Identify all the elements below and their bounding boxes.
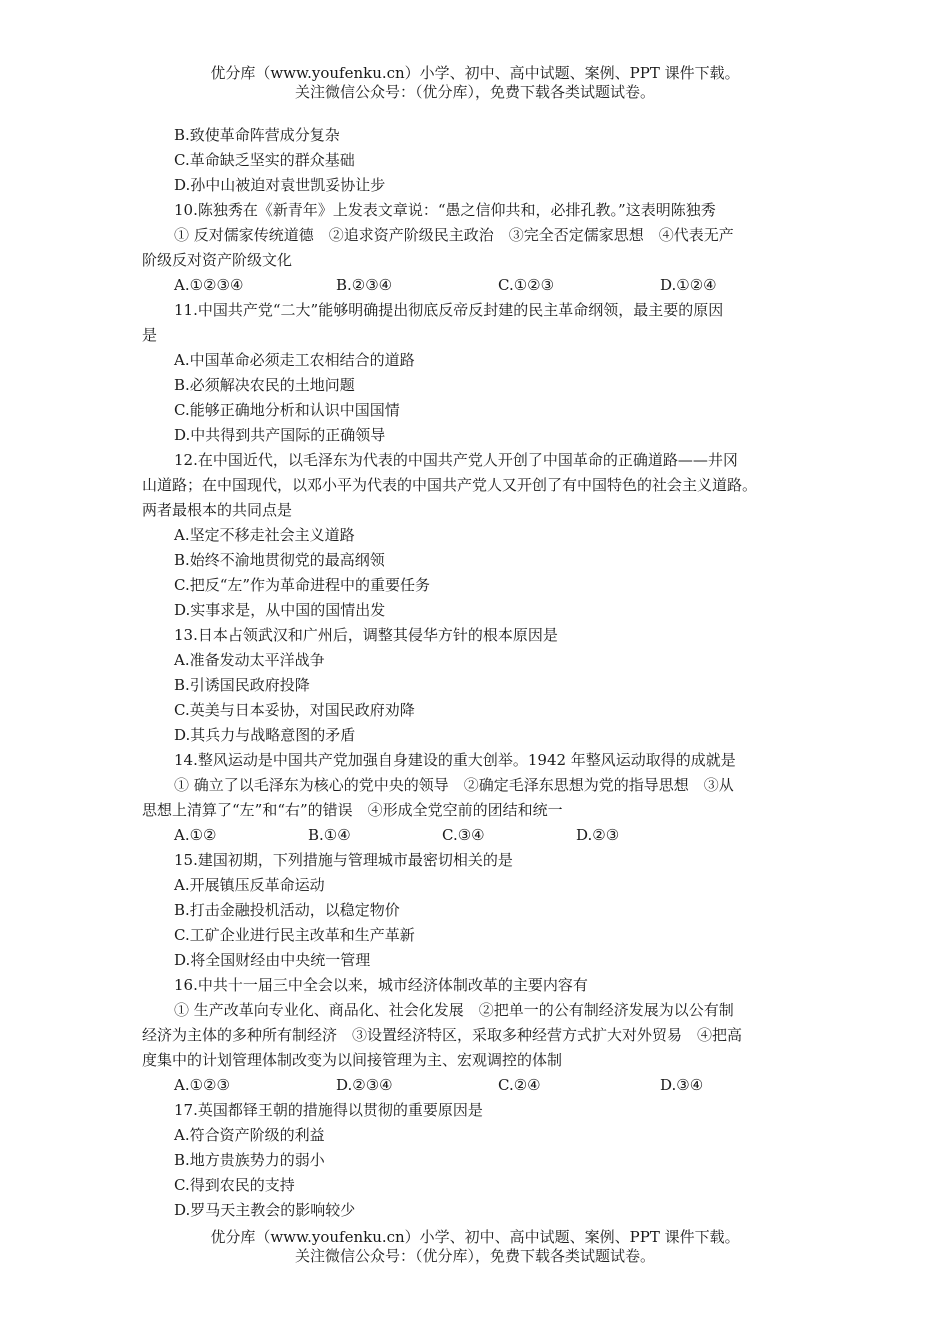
- q12-option-a: A.坚定不移走社会主义道路: [174, 526, 355, 544]
- q16-options: [142, 1073, 822, 1098]
- q10-option-a: A.①②③④: [174, 276, 244, 294]
- q10-items-line-1: ① 反对儒家传统道德 ②追求资产阶级民主政治 ③完全否定儒家思想 ④代表无产: [174, 226, 734, 244]
- q17-option-b: B.地方贵族势力的弱小: [174, 1151, 325, 1169]
- q15-option-c: C.工矿企业进行民主改革和生产革新: [174, 926, 415, 944]
- q12-option-c: C.把反“左”作为革命进程中的重要任务: [174, 576, 431, 594]
- q12-stem-line-2: 山道路；在中国现代，以邓小平为代表的中国共产党人又开创了有中国特色的社会主义道路。: [142, 476, 758, 494]
- q17-option-d: D.罗马天主教会的影响较少: [174, 1201, 356, 1219]
- q10-items-line-2: 阶级反对资产阶级文化: [142, 251, 293, 269]
- q14-items-line-1: ① 确立了以毛泽东为核心的党中央的领导 ②确定毛泽东思想为党的指导思想 ③从: [174, 776, 734, 794]
- q17-option-a: A.符合资产阶级的利益: [174, 1126, 325, 1144]
- q13-option-b: B.引诱国民政府投降: [174, 676, 310, 694]
- q15-option-a: A.开展镇压反革命运动: [174, 876, 325, 894]
- q11-option-d: D.中共得到共产国际的正确领导: [174, 426, 386, 444]
- footer-line-2: 关注微信公众号：（优分库），免费下载各类试题试卷。: [294, 1247, 655, 1265]
- q14-option-c: C.③④: [442, 826, 485, 844]
- q16-stem: 16.中共十一届三中全会以来，城市经济体制改革的主要内容有: [174, 976, 588, 994]
- q16-items-line-1: ① 生产改革向专业化、商品化、社会化发展 ②把单一的公有制经济发展为以公有制: [174, 1001, 734, 1019]
- q16-option-d: D.③④: [660, 1076, 704, 1094]
- q15-option-d: D.将全国财经由中央统一管理: [174, 951, 371, 969]
- q17-option-c: C.得到农民的支持: [174, 1176, 295, 1194]
- q15-stem: 15.建国初期，下列措施与管理城市最密切相关的是: [174, 851, 513, 869]
- q16-option-b: D.②③④: [336, 1076, 393, 1094]
- q16-items-line-3: 度集中的计划管理体制改变为以间接管理为主、宏观调控的体制: [142, 1051, 563, 1069]
- q10-stem: 10.陈独秀在《新青年》上发表文章说：“愚之信仰共和，必排孔教。”这表明陈独秀: [174, 201, 716, 219]
- q9-option-b: B.致使革命阵营成分复杂: [174, 126, 340, 144]
- page-footer: [0, 1228, 950, 1266]
- q15-option-b: B.打击金融投机活动，以稳定物价: [174, 901, 400, 919]
- q13-stem: 13.日本占领武汉和广州后，调整其侵华方针的根本原因是: [174, 626, 558, 644]
- q12-stem-line-1: 12.在中国近代，以毛泽东为代表的中国共产党人开创了中国革命的正确道路——井冈: [174, 451, 738, 469]
- q10-option-d: D.①②④: [660, 276, 717, 294]
- q16-option-a: A.①②③: [174, 1076, 230, 1094]
- q14-option-a: A.①②: [174, 826, 217, 844]
- q9-option-d: D.孙中山被迫对袁世凯妥协让步: [174, 176, 386, 194]
- q11-stem-line-2: 是: [142, 326, 158, 344]
- header-line-1: 优分库（www.youfenku.cn）小学、初中、高中试题、案例、PPT 课件下载。: [210, 64, 740, 82]
- q10-option-b: B.②③④: [336, 276, 393, 294]
- page-header: [0, 64, 950, 102]
- q12-stem-line-3: 两者最根本的共同点是: [142, 501, 293, 519]
- q14-option-b: B.①④: [308, 826, 351, 844]
- q11-option-b: B.必须解决农民的土地问题: [174, 376, 355, 394]
- q16-option-c: C.②④: [498, 1076, 541, 1094]
- q10-option-c: C.①②③: [498, 276, 555, 294]
- q10-options: [142, 273, 822, 298]
- q14-stem: 14.整风运动是中国共产党加强自身建设的重大创举。1942 年整风运动取得的成就是: [174, 751, 736, 769]
- q14-items-line-2: 思想上清算了“左”和“右”的错误 ④形成全党空前的团结和统一: [142, 801, 563, 819]
- q12-option-b: B.始终不渝地贯彻党的最高纲领: [174, 551, 385, 569]
- q13-option-c: C.英美与日本妥协，对国民政府劝降: [174, 701, 415, 719]
- q14-option-d: D.②③: [576, 826, 620, 844]
- footer-line-1: 优分库（www.youfenku.cn）小学、初中、高中试题、案例、PPT 课件下载。: [210, 1228, 740, 1246]
- q16-items-line-2: 经济为主体的多种所有制经济 ③设置经济特区，采取多种经营方式扩大对外贸易 ④把高: [142, 1026, 743, 1044]
- q11-stem-line-1: 11.中国共产党“二大”能够明确提出彻底反帝反封建的民主革命纲领，最主要的原因: [174, 301, 724, 319]
- exam-body: [142, 123, 822, 1223]
- q13-option-a: A.准备发动太平洋战争: [174, 651, 325, 669]
- q12-option-d: D.实事求是，从中国的国情出发: [174, 601, 386, 619]
- q11-option-a: A.中国革命必须走工农相结合的道路: [174, 351, 415, 369]
- q11-option-c: C.能够正确地分析和认识中国国情: [174, 401, 400, 419]
- q14-options: [142, 823, 822, 848]
- header-line-2: 关注微信公众号：（优分库），免费下载各类试题试卷。: [294, 83, 655, 101]
- q9-option-c: C.革命缺乏坚实的群众基础: [174, 151, 355, 169]
- q13-option-d: D.其兵力与战略意图的矛盾: [174, 726, 356, 744]
- q17-stem: 17.英国都铎王朝的措施得以贯彻的重要原因是: [174, 1101, 483, 1119]
